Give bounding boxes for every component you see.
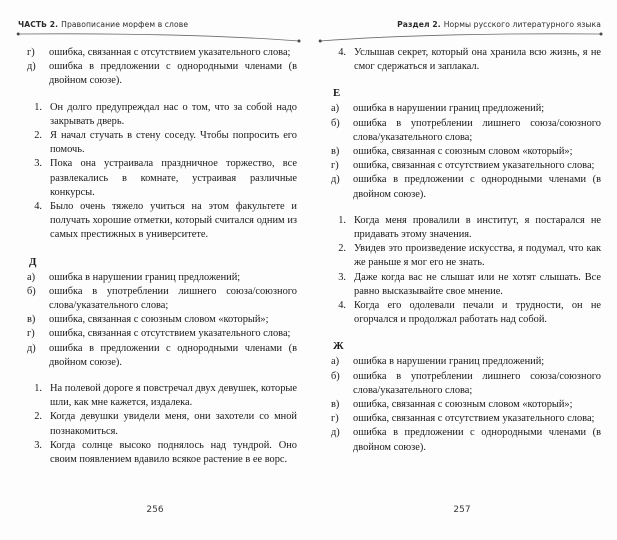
list-marker: 3. xyxy=(34,158,42,170)
list-text: ошибка в употреблении лишнего союза/союзного слова/указательного слова; xyxy=(353,117,601,143)
list-item xyxy=(328,117,601,145)
list-text: На полевой дороге я повстречал двух девушек, которые шли, как мне кажется, издалека. xyxy=(50,383,297,409)
list-text: Когда его одолевали печали и трудности, он не огорчался и продолжал работать над собой. xyxy=(354,300,601,326)
list-item xyxy=(24,129,297,157)
answer-key-block xyxy=(24,46,297,89)
list-marker: 4. xyxy=(338,47,346,58)
list-marker: г) xyxy=(27,47,35,58)
list-item xyxy=(328,214,601,242)
exercise-block xyxy=(328,214,601,328)
list-text: ошибка, связанная с отсутствием указательного слова; xyxy=(353,413,595,425)
exercise-block xyxy=(24,101,297,243)
running-head-left-part: ЧАСТЬ 2. xyxy=(18,20,59,29)
list-marker: 3. xyxy=(338,271,346,283)
list-item xyxy=(328,299,601,327)
list-marker: в) xyxy=(27,314,36,326)
list-item xyxy=(328,398,601,412)
list-text: ошибка, связанная с союзным словом «который»; xyxy=(353,399,573,411)
left-page-column xyxy=(24,46,297,467)
list-text: ошибка в предложении с однородными членами (в двойном союзе). xyxy=(49,61,297,87)
list-marker: 1. xyxy=(338,214,346,226)
list-text: Он долго предупреждал нас о том, что за собой надо закрывать дверь. xyxy=(50,101,297,127)
list-item xyxy=(328,145,601,159)
running-head-right-title: Нормы русского литературного языка xyxy=(443,20,601,29)
list-marker: а) xyxy=(331,356,340,368)
header-rule-left xyxy=(16,30,301,44)
list-text: Даже когда вас не слышат или не хотят слышать. Все равно высказывайте свое мнение. xyxy=(354,271,601,297)
list-text: Когда меня провалили в институт, я постарался не придавать этому значения. xyxy=(354,214,601,241)
list-marker: г) xyxy=(331,413,339,425)
list-marker: г) xyxy=(331,160,339,172)
list-marker: д) xyxy=(331,427,340,439)
list-item xyxy=(24,157,297,200)
lettered-list xyxy=(24,46,297,89)
list-text: Когда девушки увидели меня, они захотели со мной познакомиться. xyxy=(50,411,297,437)
list-item xyxy=(24,439,297,467)
answer-key-block-e xyxy=(328,86,601,201)
list-text: ошибка в предложении с однородными членами (в двойном союзе). xyxy=(49,342,297,368)
list-item xyxy=(328,355,601,369)
list-text: ошибка в предложении с однородными членами (в двойном союзе). xyxy=(353,427,601,453)
list-marker: 4. xyxy=(34,201,42,213)
list-item xyxy=(328,102,601,116)
running-head-right-part: Раздел 2. xyxy=(397,20,441,29)
list-text: ошибка в нарушении границ предложений; xyxy=(353,356,545,368)
list-item xyxy=(24,200,297,243)
list-text: ошибка в употреблении лишнего союза/союзного слова/указательного слова; xyxy=(49,285,297,312)
running-head-left-title: Правописание морфем в слове xyxy=(61,20,189,29)
answer-key-block-zh xyxy=(328,339,601,454)
page-number-left: 256 xyxy=(146,505,164,515)
section-letter-heading: Ж xyxy=(333,340,344,353)
list-item xyxy=(24,101,297,129)
list-text: ошибка, связанная с союзным словом «который»; xyxy=(49,314,269,326)
list-item xyxy=(328,242,601,270)
list-text: Было очень тяжело учиться на этом факультете и получать хорошие отметки, который считался одним из самых престижных в университете. xyxy=(50,201,297,241)
numbered-list xyxy=(24,101,297,243)
list-marker: б) xyxy=(331,370,340,382)
list-marker: б) xyxy=(331,117,340,129)
list-marker: д) xyxy=(27,61,36,73)
list-text: Когда солнце высоко поднялось над тундрой. Оно своим появлением вдавило всякое растение в ее ворс. xyxy=(50,439,297,466)
list-text: ошибка в употреблении лишнего союза/союзного слова/указательного слова; xyxy=(353,370,601,396)
list-text: ошибка, связанная с отсутствием указательного слова; xyxy=(49,328,291,340)
list-text: Я начал стучать в стену соседу. Чтобы попросить его помочь. xyxy=(50,130,297,156)
list-marker: д) xyxy=(27,342,36,354)
list-item xyxy=(24,342,297,370)
list-marker: в) xyxy=(331,146,340,158)
numbered-list xyxy=(328,214,601,328)
list-text: Пока она устраивала праздничное торжество, все развлекались в комнате, устраивая различные конкурсы. xyxy=(50,158,297,198)
lettered-list xyxy=(328,355,601,454)
lettered-list xyxy=(328,102,601,201)
list-item xyxy=(24,410,297,438)
list-text: ошибка в нарушении границ предложений; xyxy=(49,271,241,283)
right-page-column xyxy=(328,46,601,455)
list-text: ошибка, связанная с союзным словом «который»; xyxy=(353,146,573,158)
list-item xyxy=(24,60,297,88)
list-item xyxy=(328,46,601,74)
list-item xyxy=(328,412,601,426)
list-item xyxy=(24,313,297,327)
list-marker: 1. xyxy=(34,101,42,113)
list-marker: 3. xyxy=(34,439,42,451)
list-text: Увидев это произведение искусства, я подумал, что как же раньше я мог его не знать. xyxy=(354,243,601,269)
list-marker: а) xyxy=(331,103,340,115)
exercise-block-continued xyxy=(328,46,601,74)
list-marker: 1. xyxy=(34,383,42,395)
list-item xyxy=(328,370,601,398)
section-letter-heading: Е xyxy=(333,87,341,100)
list-marker: 4. xyxy=(338,300,346,312)
list-item xyxy=(24,46,297,60)
list-marker: а) xyxy=(27,271,36,283)
section-letter-heading: Д xyxy=(29,255,37,268)
lettered-list xyxy=(24,271,297,370)
list-item xyxy=(328,159,601,173)
list-marker: д) xyxy=(331,174,340,186)
list-text: ошибка в предложении с однородными членами (в двойном союзе). xyxy=(353,174,601,200)
header-rule-right xyxy=(318,30,603,44)
list-item xyxy=(24,271,297,285)
numbered-list xyxy=(328,46,601,74)
list-item xyxy=(328,426,601,454)
numbered-list xyxy=(24,382,297,467)
list-marker: 2. xyxy=(34,411,42,423)
list-text: ошибка, связанная с отсутствием указательного слова; xyxy=(353,160,595,172)
list-marker: 2. xyxy=(338,243,346,255)
list-text: Услышав секрет, который она хранила всю жизнь, я не смог сдержаться и заплакал. xyxy=(354,47,601,73)
list-text: ошибка, связанная с отсутствием указательного слова; xyxy=(49,47,291,58)
list-item xyxy=(24,382,297,410)
list-item xyxy=(328,271,601,299)
list-item xyxy=(24,285,297,313)
exercise-block xyxy=(24,382,297,467)
list-marker: 2. xyxy=(34,130,42,142)
list-item xyxy=(24,327,297,341)
list-marker: г) xyxy=(27,328,35,340)
list-marker: в) xyxy=(331,399,340,411)
list-text: ошибка в нарушении границ предложений; xyxy=(353,103,545,115)
answer-key-block-d xyxy=(24,255,297,370)
list-marker: б) xyxy=(27,285,36,297)
page-number-right: 257 xyxy=(453,505,471,515)
list-item xyxy=(328,173,601,201)
